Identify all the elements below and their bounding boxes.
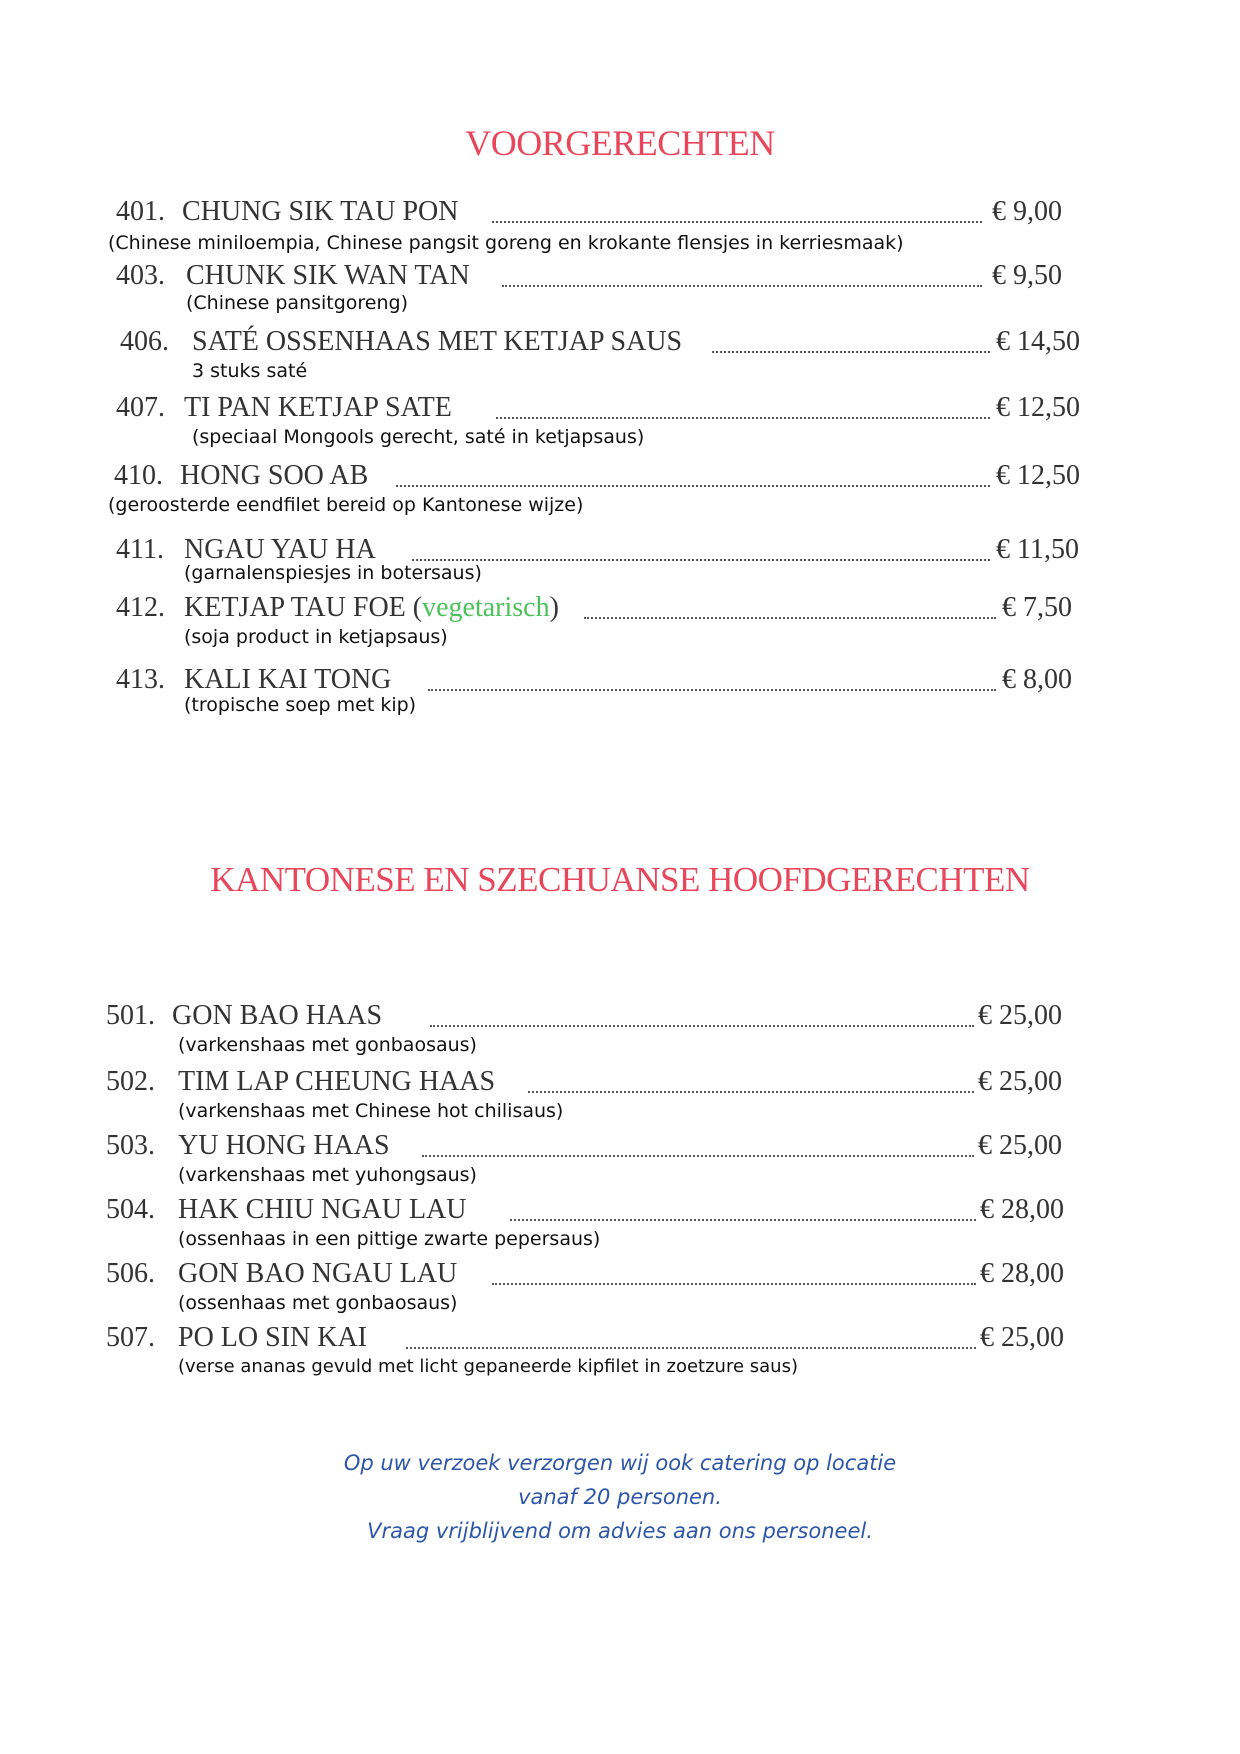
menu-item-407 (116, 390, 1080, 450)
dot-leader (430, 989, 974, 1027)
item-description: (soja product in ketjapsaus) (184, 626, 448, 648)
item-number: 401. (116, 196, 165, 227)
dot-leader (584, 581, 996, 619)
item-number: 403. (116, 260, 165, 291)
dot-leader (502, 249, 982, 287)
menu-item-506 (106, 1256, 1066, 1316)
item-name: NGAU YAU HA (184, 534, 376, 565)
item-price: € 9,00 (992, 196, 1062, 227)
item-name: TIM LAP CHEUNG HAAS (178, 1066, 496, 1097)
item-price: € 28,00 (980, 1194, 1064, 1225)
item-description: (geroosterde eendfilet bereid op Kantonese wijze) (108, 494, 584, 516)
catering-note-line2: vanaf 20 personen. (518, 1485, 722, 1509)
item-number: 503. (106, 1130, 155, 1161)
item-description: 3 stuks saté (192, 360, 308, 382)
item-price: € 28,00 (980, 1258, 1064, 1289)
item-price: € 12,50 (996, 392, 1080, 423)
dot-leader (528, 1055, 974, 1093)
item-price: € 7,50 (1002, 592, 1072, 623)
item-price: € 9,50 (992, 260, 1062, 291)
item-name (184, 590, 559, 626)
dot-leader (496, 381, 990, 419)
section-title-voorgerechten: VOORGERECHTEN (465, 123, 775, 163)
item-description: (Chinese miniloempia, Chinese pangsit goreng en krokante flensjes in kerriesmaak) (108, 232, 904, 254)
menu-item-502 (106, 1064, 1066, 1124)
item-name: PO LO SIN KAI (178, 1322, 367, 1353)
catering-note-line3: Vraag vrijblijvend om advies aan ons personeel. (367, 1519, 873, 1543)
item-name-text: KETJAP TAU FOE (184, 592, 406, 623)
item-price: € 8,00 (1002, 664, 1072, 695)
item-name: HAK CHIU NGAU LAU (178, 1194, 467, 1225)
item-price: € 14,50 (996, 326, 1080, 357)
catering-note (0, 1446, 1240, 1548)
item-name: CHUNG SIK TAU PON (182, 196, 459, 227)
item-description: (ossenhaas in een pittige zwarte pepersaus) (178, 1228, 601, 1250)
item-name: KALI KAI TONG (184, 664, 392, 695)
menu-item-403 (116, 258, 1076, 318)
item-name: CHUNK SIK WAN TAN (186, 260, 470, 291)
item-description: (Chinese pansitgoreng) (186, 292, 409, 314)
menu-item-406 (120, 324, 1080, 384)
vegetarian-paren: (vegetarisch) (412, 592, 559, 623)
dot-leader (412, 523, 990, 561)
item-number: 504. (106, 1194, 155, 1225)
item-number: 412. (116, 592, 165, 623)
item-price: € 25,00 (978, 1066, 1062, 1097)
menu-item-503 (106, 1128, 1066, 1188)
item-price: € 12,50 (996, 460, 1080, 491)
item-number: 411. (116, 534, 164, 565)
item-name: HONG SOO AB (180, 460, 369, 491)
item-price: € 25,00 (978, 1000, 1062, 1031)
item-description: (speciaal Mongools gerecht, saté in ketjapsaus) (192, 426, 645, 448)
dot-leader (428, 653, 996, 691)
menu-item-507 (106, 1320, 1066, 1380)
item-description: (garnalenspiesjes in botersaus) (184, 562, 482, 584)
dot-leader (712, 315, 990, 353)
item-number: 506. (106, 1258, 155, 1289)
item-name: SATÉ OSSENHAAS MET KETJAP SAUS (192, 326, 683, 357)
item-description: (ossenhaas met gonbaosaus) (178, 1292, 458, 1314)
item-name: GON BAO NGAU LAU (178, 1258, 458, 1289)
item-description: (varkenshaas met Chinese hot chilisaus) (178, 1100, 564, 1122)
item-number: 407. (116, 392, 165, 423)
item-description: (varkenshaas met gonbaosaus) (178, 1034, 477, 1056)
dot-leader (492, 1247, 976, 1285)
dot-leader (406, 1311, 976, 1349)
dot-leader (492, 185, 982, 223)
item-number: 501. (106, 1000, 155, 1031)
menu-item-504 (106, 1192, 1066, 1252)
item-name: TI PAN KETJAP SATE (184, 392, 452, 423)
item-price: € 25,00 (980, 1322, 1064, 1353)
item-price: € 25,00 (978, 1130, 1062, 1161)
vegetarian-label: vegetarisch (422, 592, 550, 623)
item-number: 502. (106, 1066, 155, 1097)
item-description: (verse ananas gevuld met licht gepaneerde kipfilet in zoetzure saus) (178, 1356, 798, 1377)
catering-note-line1: Op uw verzoek verzorgen wij ook catering op locatie (343, 1451, 897, 1475)
menu-item-412 (116, 590, 1076, 650)
menu-item-410 (108, 458, 1080, 518)
item-number: 410. (114, 460, 163, 491)
item-number: 406. (120, 326, 169, 357)
section-title-hoofdgerechten: KANTONESE EN SZECHUANSE HOOFDGERECHTEN (210, 860, 1030, 899)
item-name: YU HONG HAAS (178, 1130, 390, 1161)
dot-leader (422, 1119, 974, 1157)
dot-leader (510, 1183, 976, 1221)
menu-item-501 (106, 998, 1066, 1058)
menu-item-413 (116, 662, 1076, 722)
dot-leader (396, 449, 990, 487)
menu-item-401 (108, 194, 1076, 254)
item-number: 507. (106, 1322, 155, 1353)
item-name: GON BAO HAAS (172, 1000, 383, 1031)
item-description: (tropische soep met kip) (184, 694, 417, 716)
item-description: (varkenshaas met yuhongsaus) (178, 1164, 477, 1186)
item-price: € 11,50 (996, 534, 1079, 565)
item-number: 413. (116, 664, 165, 695)
